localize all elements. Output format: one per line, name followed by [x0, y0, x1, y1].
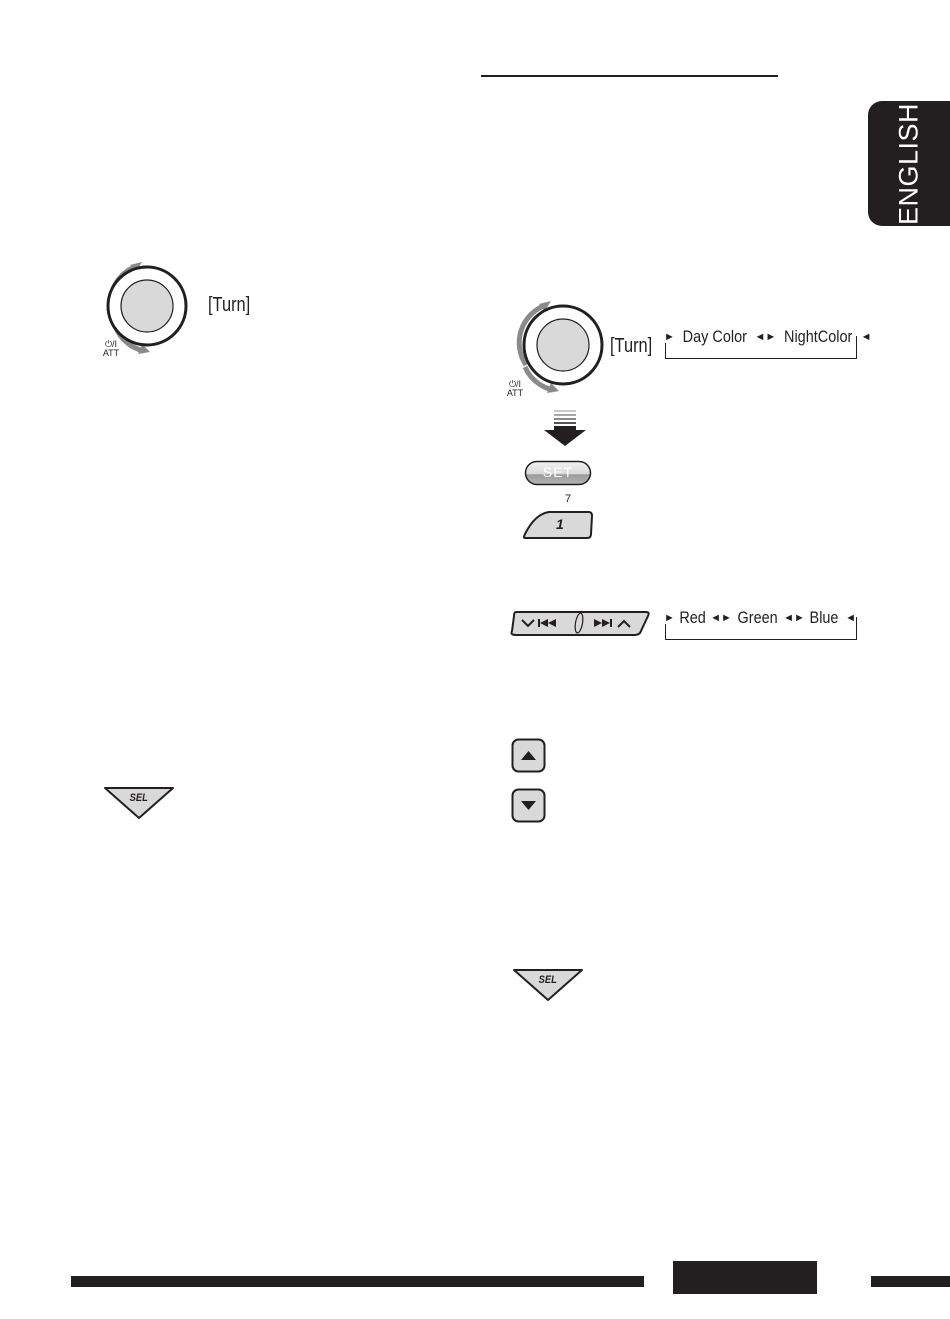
- att-label: ATT: [102, 348, 120, 358]
- turn-label: [Turn]: [208, 294, 251, 316]
- sel-button-left[interactable]: [103, 785, 175, 821]
- down-button[interactable]: [511, 788, 546, 823]
- arrow-both-icon: ◄►: [754, 331, 777, 343]
- footer-bar-left: [71, 1276, 644, 1287]
- arrow-left-icon: ◄: [860, 331, 872, 343]
- cycle-item: NightColor: [784, 327, 853, 346]
- power-att-label: [100, 340, 122, 358]
- color-cycle: [664, 608, 857, 640]
- set-button[interactable]: [524, 460, 592, 486]
- seek-rocker-button[interactable]: [508, 610, 652, 637]
- color-mode-cycle: [664, 327, 872, 359]
- footer-bar-right: [871, 1276, 950, 1287]
- triangle-up-icon: [511, 738, 546, 773]
- language-tab: [868, 101, 950, 226]
- flow-arrow-icon: [543, 409, 587, 447]
- arrow-both-icon: ◄►: [710, 612, 732, 624]
- sel-button-right[interactable]: [512, 967, 584, 1003]
- cycle-item: Green: [737, 608, 778, 627]
- power-label: ⏻/I: [508, 379, 522, 389]
- arrow-right-icon: ►: [664, 331, 675, 343]
- arrow-left-icon: ◄: [845, 612, 856, 624]
- set-label: SET: [542, 464, 574, 480]
- sel-label: SEL: [538, 974, 557, 986]
- preset-top-number: 7: [565, 493, 572, 505]
- preset-number: 1: [556, 516, 564, 532]
- cycle-item: Blue: [809, 608, 839, 627]
- turn-label: [Turn]: [610, 335, 653, 357]
- language-label: ENGLISH: [893, 102, 924, 225]
- sel-label: SEL: [129, 792, 148, 804]
- arrow-right-icon: ►: [664, 612, 675, 624]
- preset-button-1[interactable]: [521, 510, 594, 540]
- cycle-item: Day Color: [682, 327, 747, 346]
- cycle-item: Red: [679, 608, 706, 627]
- triangle-down-icon: [511, 788, 546, 823]
- power-att-label: [504, 380, 526, 398]
- att-label: ATT: [506, 388, 524, 398]
- power-label: ⏻/I: [104, 339, 118, 349]
- up-button[interactable]: [511, 738, 546, 773]
- footer-page-box: [673, 1261, 817, 1294]
- arrow-both-icon: ◄►: [783, 612, 805, 624]
- header-rule: [481, 75, 778, 77]
